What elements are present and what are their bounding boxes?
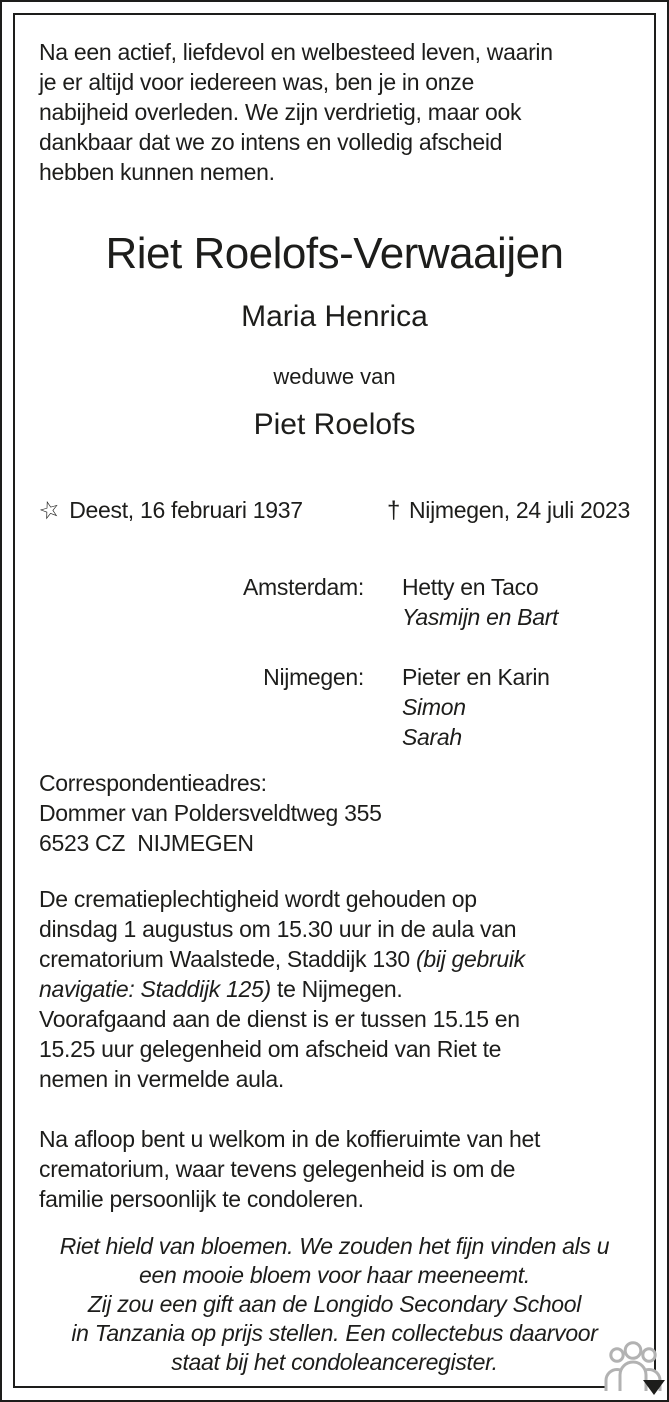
death-date <box>387 495 630 526</box>
family-group-nijmegen <box>39 662 630 752</box>
relation-label: weduwe van <box>273 364 396 389</box>
ceremony-paragraph <box>39 884 630 1094</box>
ceremony-line: nemen in vermelde aula. <box>39 1066 284 1092</box>
closing-line: in Tanzania op prijs stellen. Een collectebus daarvoor <box>71 1320 598 1346</box>
intro-line: je er altijd voor iedereen was, ben je in onze <box>39 69 474 95</box>
obituary-card <box>13 13 656 1388</box>
ceremony-line: navigatie: Staddijk 125) te Nijmegen. <box>39 976 403 1002</box>
family-group-amsterdam <box>39 572 630 632</box>
reception-line: crematorium, waar tevens gelegenheid is om de <box>39 1156 516 1182</box>
intro-line: Na een actief, liefdevol en welbesteed leven, waarin <box>39 39 553 65</box>
family-member: Yasmijn en Bart <box>402 604 559 630</box>
deceased-name: Riet Roelofs-Verwaaijen <box>105 229 564 278</box>
reception-line: familie persoonlijk te condoleren. <box>39 1186 364 1212</box>
correspondence-street: Dommer van Poldersveldtweg 355 <box>39 800 382 826</box>
death-place-date: Nijmegen, 24 juli 2023 <box>409 497 630 523</box>
ceremony-line: 15.25 uur gelegenheid om afscheid van Riet te <box>39 1036 502 1062</box>
closing-paragraph <box>39 1232 630 1377</box>
correspondence-postal-city: 6523 CZ NIJMEGEN <box>39 830 254 856</box>
ceremony-line: Voorafgaand aan de dienst is er tussen 15.15 en <box>39 1006 520 1032</box>
family-member: Hetty en Taco <box>402 574 539 600</box>
ceremony-line: crematorium Waalstede, Staddijk 130 (bij gebruik <box>39 946 525 972</box>
spouse-name: Piet Roelofs <box>253 408 416 441</box>
correspondence-label: Correspondentieadres: <box>39 770 267 796</box>
birth-star-icon: ☆ <box>35 494 64 527</box>
family-member: Sarah <box>402 724 462 750</box>
intro-line: hebben kunnen nemen. <box>39 159 275 185</box>
family-member: Simon <box>402 694 466 720</box>
life-dates <box>35 494 630 527</box>
correspondence-address <box>39 768 630 858</box>
family-members <box>402 662 630 752</box>
closing-line: staat bij het condoleanceregister. <box>171 1349 498 1375</box>
deceased-given-names: Maria Henrica <box>241 300 428 333</box>
birth-date <box>35 494 303 527</box>
closing-line: Zij zou een gift aan de Longido Secondary School <box>87 1291 582 1317</box>
reception-paragraph <box>39 1124 630 1214</box>
family-city-label: Nijmegen: <box>263 664 364 690</box>
ceremony-line: dinsdag 1 augustus om 15.30 uur in de aula van <box>39 916 517 942</box>
family-member: Pieter en Karin <box>402 664 550 690</box>
reception-line: Na afloop bent u welkom in de koffieruimte van het <box>39 1126 541 1152</box>
corner-down-triangle-icon <box>643 1380 665 1395</box>
family-city-label: Amsterdam: <box>243 574 364 600</box>
death-cross-icon: † <box>386 497 400 524</box>
family-members <box>402 572 630 632</box>
ceremony-line: De crematieplechtigheid wordt gehouden op <box>39 886 477 912</box>
birth-place-date: Deest, 16 februari 1937 <box>69 497 303 523</box>
closing-line: een mooie bloem voor haar meeneemt. <box>139 1262 530 1288</box>
family-list <box>39 572 630 752</box>
intro-line: nabijheid overleden. We zijn verdrietig, maar ook <box>39 99 522 125</box>
intro-line: dankbaar dat we zo intens en volledig afscheid <box>39 129 503 155</box>
closing-line: Riet hield van bloemen. We zouden het fijn vinden als u <box>59 1233 610 1259</box>
intro-paragraph <box>39 37 630 187</box>
